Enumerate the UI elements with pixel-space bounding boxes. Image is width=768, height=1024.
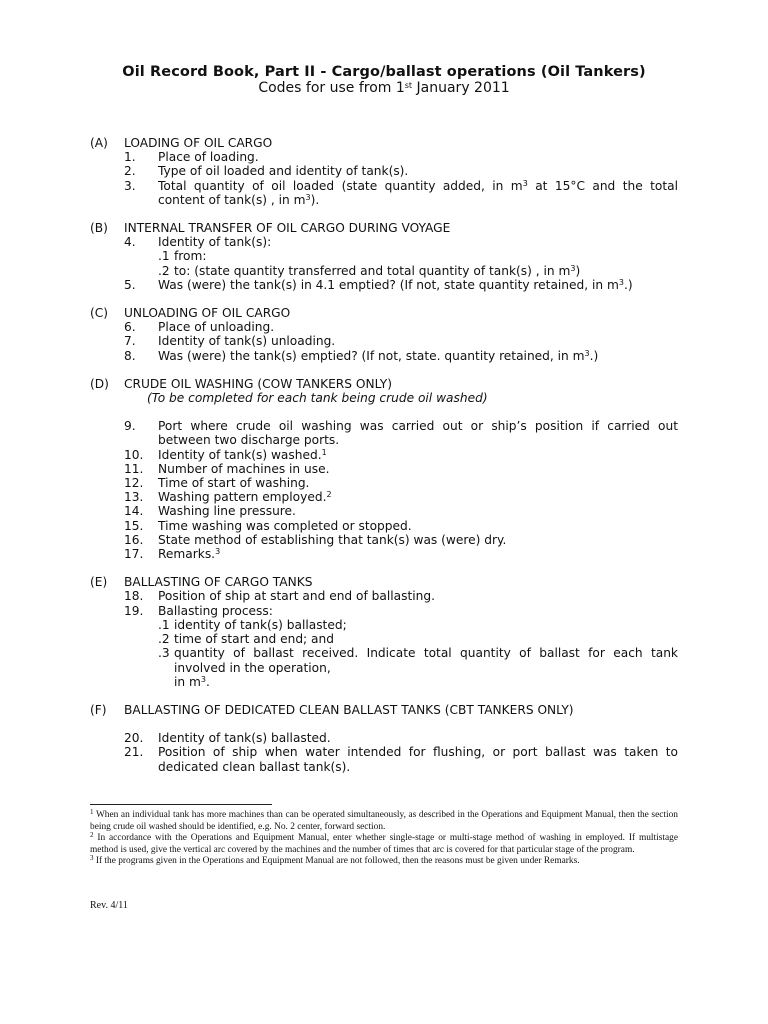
subtitle-prefix: Codes for use from 1 <box>258 80 405 96</box>
code-item <box>124 476 678 490</box>
section-letter: (D) <box>90 376 109 391</box>
footnote-1 <box>90 810 678 833</box>
code-number: 17. <box>124 547 144 562</box>
subtitle-sup: st <box>404 81 413 90</box>
text-part: in m <box>174 674 201 689</box>
superscript: 3 <box>618 277 624 287</box>
sub-text: identity of tank(s) ballasted; <box>174 617 347 632</box>
code-item <box>124 547 678 561</box>
code-text <box>158 547 678 561</box>
text-part: ). <box>310 192 320 207</box>
code-number: 9. <box>124 419 136 434</box>
revision-label: Rev. 4/11 <box>90 900 128 911</box>
footnote-text: When an individual tank has more machines than can be operated simultaneously, as described in the Operations and Equipment Manual, then the section being crude oil washed should be identified, e.g. No. 2 center, forward section. <box>90 810 678 832</box>
section-letter: (E) <box>90 575 108 590</box>
code-text: Port where crude oil washing was carried out or ship’s position if carried out between two discharge ports. <box>158 419 678 448</box>
sub-number: .2 <box>158 632 170 647</box>
sub-item <box>158 632 678 646</box>
code-item <box>124 604 678 618</box>
text-part: Was (were) the tank(s) in 4.1 emptied? (If not, state quantity retained, in m <box>158 277 619 292</box>
code-text <box>158 490 678 504</box>
text-part: Identity of tank(s) washed. <box>158 447 322 462</box>
section-f <box>90 703 678 774</box>
code-item <box>124 320 678 334</box>
code-item <box>124 164 678 178</box>
code-text: Position of ship at start and end of ballasting. <box>158 589 435 604</box>
code-item <box>124 448 678 462</box>
sub-item <box>158 618 678 632</box>
section-title: INTERNAL TRANSFER OF OIL CARGO DURING VOYAGE <box>124 221 451 236</box>
sub-text: from: <box>174 249 207 264</box>
code-text: Time washing was completed or stopped. <box>158 518 412 533</box>
code-text: Number of machines in use. <box>158 461 330 476</box>
code-text: Identity of tank(s) ballasted. <box>158 731 331 746</box>
section-d <box>90 377 678 561</box>
section-letter: (B) <box>90 221 108 236</box>
code-number: 18. <box>124 589 144 604</box>
section-letter: (A) <box>90 136 108 150</box>
code-item <box>124 462 678 476</box>
code-number: 2. <box>124 164 136 179</box>
code-number: 1. <box>124 150 136 165</box>
code-text <box>158 278 678 292</box>
section-title: CRUDE OIL WASHING (COW TANKERS ONLY) <box>124 376 392 391</box>
code-number: 21. <box>124 745 144 760</box>
sub-number: .1 <box>158 617 170 632</box>
text-part: .) <box>589 348 599 363</box>
code-item <box>124 519 678 533</box>
section-title: LOADING OF OIL CARGO <box>124 136 273 150</box>
codes-list <box>90 136 678 788</box>
superscript: 3 <box>584 348 590 358</box>
text-part: Was (were) the tank(s) emptied? (If not, state. quantity retained, in m <box>158 348 585 363</box>
section-title: BALLASTING OF CARGO TANKS <box>124 575 313 590</box>
code-item <box>124 150 678 164</box>
text-part: Remarks. <box>158 547 216 562</box>
superscript: 3 <box>305 192 311 202</box>
sub-item <box>158 264 678 278</box>
code-number: 4. <box>124 235 136 250</box>
section-a <box>90 136 678 207</box>
section-c <box>90 306 678 363</box>
footnote-ref: 1 <box>321 447 327 457</box>
code-number: 14. <box>124 504 144 519</box>
text-part: . <box>205 674 210 689</box>
text-part: Total quantity of oil loaded (state quantity added, in m <box>158 178 523 193</box>
footnote-ref: 2 <box>326 490 332 500</box>
code-item <box>124 504 678 518</box>
text-part: ) <box>575 263 581 278</box>
code-number: 6. <box>124 320 136 335</box>
text-part: to: (state quantity transferred and total quantity of tank(s) , in m <box>174 263 571 278</box>
footnote-mark: 2 <box>90 831 94 839</box>
code-item <box>124 278 678 292</box>
sub-number: .2 <box>158 263 170 278</box>
subtitle-suffix: January 2011 <box>412 80 510 96</box>
code-number: 20. <box>124 731 144 746</box>
code-number: 13. <box>124 490 144 505</box>
sub-text: time of start and end; and <box>174 632 334 647</box>
code-number: 19. <box>124 603 144 618</box>
sub-text <box>174 646 678 689</box>
code-item <box>124 419 678 447</box>
footnote-3 <box>90 856 678 868</box>
code-number: 7. <box>124 334 136 349</box>
superscript: 3 <box>522 178 528 188</box>
code-item <box>124 179 678 207</box>
code-text: Identity of tank(s) unloading. <box>158 334 336 349</box>
section-note: (To be completed for each tank being crude oil washed) <box>147 391 488 406</box>
superscript: 3 <box>200 674 206 684</box>
sub-item <box>158 646 678 689</box>
code-number: 11. <box>124 461 144 476</box>
spacer <box>90 717 678 731</box>
code-text: Type of oil loaded and identity of tank(s). <box>158 164 409 179</box>
code-text: State method of establishing that tank(s) was (were) dry. <box>158 532 507 547</box>
spacer <box>90 405 678 419</box>
page-title: Oil Record Book, Part II - Cargo/ballast operations (Oil Tankers) <box>122 64 646 80</box>
code-text: Place of unloading. <box>158 320 275 335</box>
page-subtitle <box>0 80 768 96</box>
code-text: Identity of tank(s): <box>158 235 272 250</box>
footnote-mark: 3 <box>90 854 94 862</box>
sub-number: .3 <box>158 646 170 661</box>
code-text <box>158 179 678 207</box>
footnote-ref: 3 <box>215 547 221 557</box>
code-item <box>124 334 678 348</box>
sub-number: .1 <box>158 249 170 264</box>
code-text: Time of start of washing. <box>158 476 310 491</box>
sub-text <box>174 264 678 278</box>
code-item <box>124 731 678 745</box>
section-b <box>90 221 678 292</box>
sub-item <box>158 249 678 263</box>
code-number: 15. <box>124 518 144 533</box>
footnote-divider <box>90 804 272 805</box>
code-number: 3. <box>124 178 136 193</box>
code-number: 10. <box>124 447 144 462</box>
code-number: 5. <box>124 277 136 292</box>
footnote-2 <box>90 833 678 856</box>
code-item <box>124 745 678 773</box>
section-e <box>90 575 678 689</box>
text-part: .) <box>623 277 633 292</box>
code-item <box>124 589 678 603</box>
text-part: Washing pattern employed. <box>158 490 327 505</box>
text-part: quantity of ballast received. Indicate total quantity of ballast for each tank involved in the operation, <box>174 646 678 675</box>
footnote-text: If the programs given in the Operations and Equipment Manual are not followed, then the reasons must be given under Remarks. <box>95 856 580 866</box>
section-letter: (F) <box>90 702 107 717</box>
section-title: BALLASTING OF DEDICATED CLEAN BALLAST TANKS (CBT TANKERS ONLY) <box>124 702 574 717</box>
section-letter: (C) <box>90 306 109 321</box>
code-number: 16. <box>124 532 144 547</box>
code-text <box>158 349 678 363</box>
code-text: Place of loading. <box>158 150 259 165</box>
code-item <box>124 235 678 249</box>
code-number: 12. <box>124 476 144 491</box>
superscript: 3 <box>570 263 576 273</box>
code-item <box>124 533 678 547</box>
code-item <box>124 490 678 504</box>
code-text: Ballasting process: <box>158 603 273 618</box>
code-text <box>158 448 678 462</box>
code-number: 8. <box>124 348 136 363</box>
code-text: Position of ship when water intended for flushing, or port ballast was taken to dedicated clean ballast tank(s). <box>158 745 678 774</box>
code-text: Washing line pressure. <box>158 504 296 519</box>
footnotes <box>90 810 678 868</box>
text-part: at 15°C and the total content of tank(s) , in m <box>158 178 678 207</box>
footnote-mark: 1 <box>90 808 94 816</box>
section-title: UNLOADING OF OIL CARGO <box>124 306 291 321</box>
footnote-text: In accordance with the Operations and Equipment Manual, enter whether single-stage or multi-stage method of washing in employed. If multistage method is used, give the vertical arc covered by the machines and the number of times that arc is covered for that particular stage of the program. <box>90 833 678 855</box>
code-item <box>124 349 678 363</box>
